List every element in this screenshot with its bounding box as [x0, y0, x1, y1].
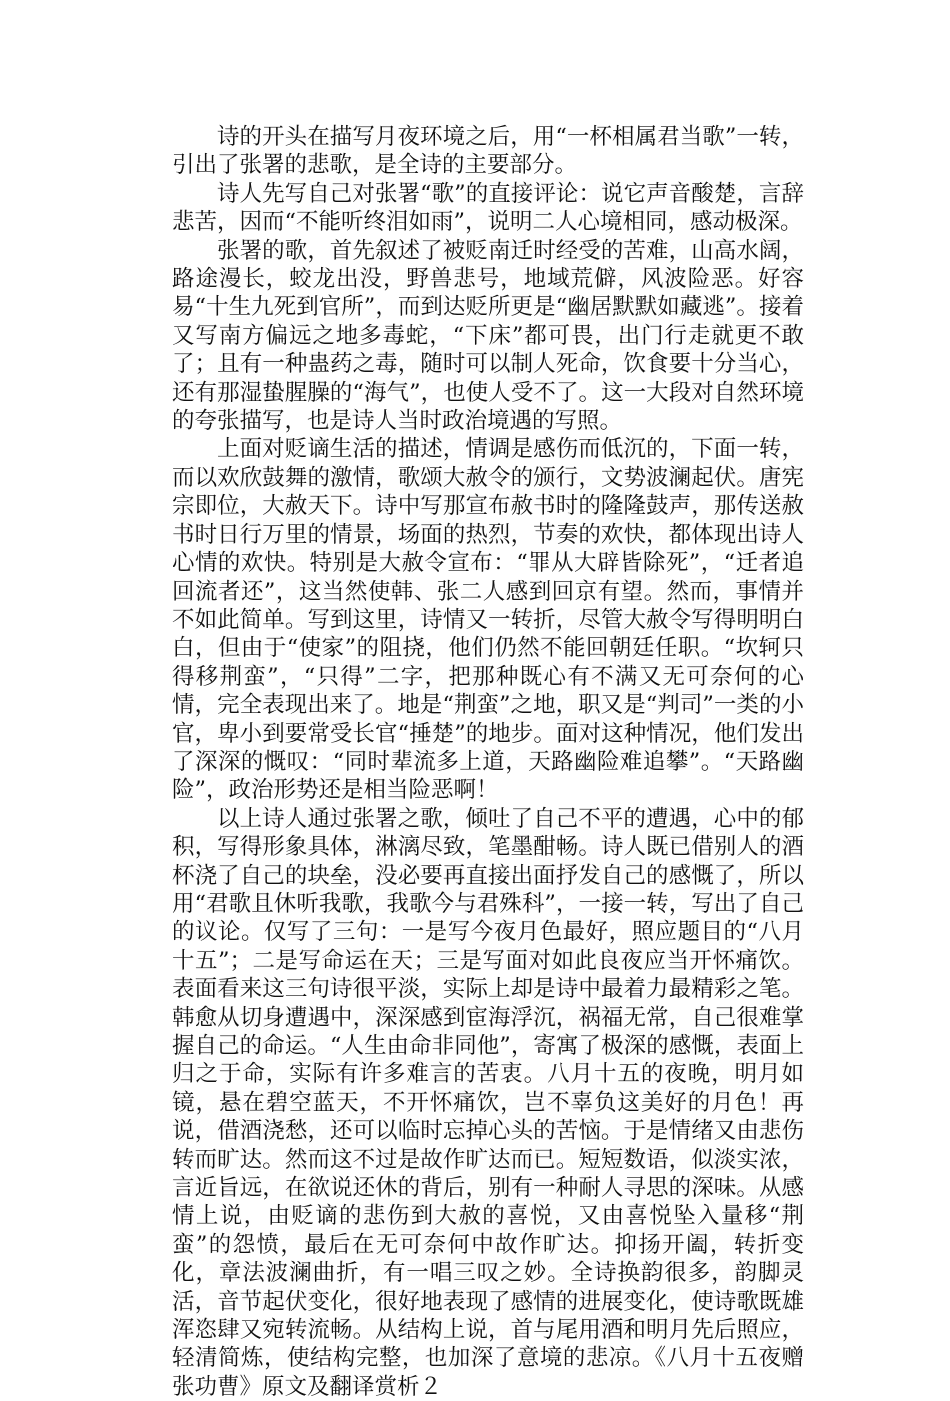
article-body — [172, 123, 804, 1401]
paragraph-conclusion: 以上诗人通过张署之歌，倾吐了自己不平的遭遇，心中的郁积，写得形象具体，淋漓尽致，笔墨酣畅。诗人既已借别人的酒杯浇了自己的块垒，没必要再直接出面抒发自己的感慨了，所以用“君歌且休听我歌，我歌今与君殊科”，一接一转，写出了自己的议论。仅写了三句：一是写今夜月色最好，照应题目的“八月十五”；二是写命运在天；三是写面对如此良夜应当开怀痛饮。表面看来这三句诗很平淡，实际上却是诗中最着力最精彩之笔。韩愈从切身遭遇中，深深感到宦海浮沉，祸福无常，自己很难掌握自己的命运。“人生由命非同他”，寄寓了极深的感慨，表面上归之于命，实际有许多难言的苦衷。八月十五的夜晚，明月如镜，悬在碧空蓝天，不开怀痛饮，岂不辜负这美好的月色！再说，借酒浇愁，还可以临时忘掉心头的苦恼。于是情绪又由悲伤转而旷达。然而这不过是故作旷达而已。短短数语，似淡实浓，言近旨远，在欲说还休的背后，别有一种耐人寻思的深味。从感情上说，由贬谪的悲伤到大赦的喜悦，又由喜悦坠入量移“荆蛮”的怨愤，最后在无可奈何中故作旷达。抑扬开阖，转折变化，章法波澜曲折，有一唱三叹之妙。全诗换韵很多，韵脚灵活，音节起伏变化，很好地表现了感情的进展变化，使诗歌既雄浑恣肆又宛转流畅。从结构上说，首与尾用酒和明月先后照应，轻清简炼，使结构完整，也加深了意境的悲凉。《八月十五夜赠张功曹》原文及翻译赏析２ — [172, 805, 804, 1400]
paragraph-opening: 诗的开头在描写月夜环境之后，用“一杯相属君当歌”一转，引出了张署的悲歌，是全诗的主要部分。 — [172, 124, 804, 179]
paragraph-amnesty: 上面对贬谪生活的描述，情调是感伤而低沉的，下面一转，而以欢欣鼓舞的激情，歌颂大赦令的颁行，文势波澜起伏。唐宪宗即位，大赦天下。诗中写那宣布赦书时的隆隆鼓声，那传送赦书时日行万里的情景，场面的热烈，节奏的欢快，都体现出诗人心情的欢快。特别是大赦令宣布：“罪从大辟皆除死”，“迁者追回流者还”，这当然使韩、张二人感到回京有望。然而，事情并不如此简单。写到这里，诗情又一转折，尽管大赦令写得明明白白，但由于“使家”的阻挠，他们仍然不能回朝廷任职。“坎轲只得移荆蛮”，“只得”二字，把那种既心有不满又无可奈何的心情，完全表现出来了。地是“荆蛮”之地，职又是“判司”一类的小官，卑小到要常受长官“捶楚”的地步。面对这种情况，他们发出了深深的慨叹：“同时辈流多上道，天路幽险难追攀”。“天路幽险”，政治形势还是相当险恶啊！ — [172, 436, 804, 804]
paragraph-zhangshu-song: 张署的歌，首先叙述了被贬南迁时经受的苦难，山高水阔，路途漫长，蛟龙出没，野兽悲号，地域荒僻，风波险恶。好容易“十生九死到官所”，而到达贬所更是“幽居默默如藏逃”。接着又写南方偏远之地多毒蛇，“下床”都可畏，出门行走就更不敢了；且有一种蛊药之毒，随时可以制人死命，饮食要十分当心，还有那湿蛰腥臊的“海气”，也使人受不了。这一大段对自然环境的夸张描写，也是诗人当时政治境遇的写照。 — [172, 237, 804, 435]
paragraph-poet-comment: 诗人先写自己对张署“歌”的直接评论：说它声音酸楚，言辞悲苦，因而“不能听终泪如雨”，说明二人心境相同，感动极深。 — [172, 180, 804, 236]
